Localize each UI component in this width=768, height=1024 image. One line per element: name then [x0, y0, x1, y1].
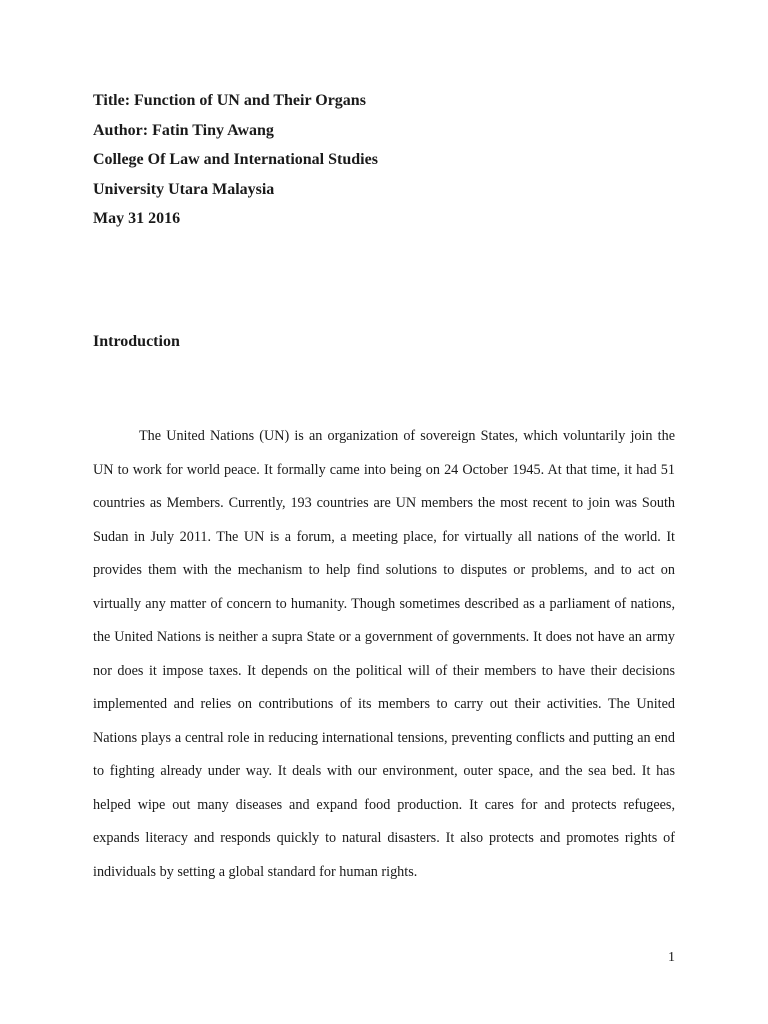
document-university: University Utara Malaysia	[93, 180, 275, 198]
page-number: 1	[668, 950, 675, 965]
document-title: Title: Function of UN and Their Organs	[93, 92, 366, 109]
document-college: College Of Law and International Studies	[93, 151, 378, 168]
title-block	[93, 86, 693, 234]
section-heading-introduction: Introduction	[93, 333, 180, 350]
document-date: May 31 2016	[93, 210, 181, 227]
document-author: Author: Fatin Tiny Awang	[93, 121, 274, 139]
introduction-paragraph: The United Nations (UN) is an organization of sovereign States, which voluntarily join the UN to work for world peace. It formally came into being on 24 October 1945. At that time, it had 51 countries as Members. Currently, 193 countries are UN members the most recent to join was South Sudan in July 2011. The UN is a forum, a meeting place, for virtually all nations of the world. It provides them with the mechanism to help find solutions to disputes or problems, and to act on virtually any matter of concern to humanity. Though sometimes described as a parliament of nations, the United Nations is neither a supra State or a government of governments. It does not have an army nor does it impose taxes. It depends on the political will of their members to have their decisions implemented and relies on contributions of its members to carry out their activities. The United Nations plays a central role in reducing international tensions, preventing conflicts and putting an end to fighting already under way. It deals with our environment, outer space, and the sea bed. It has helped wipe out many diseases and expand food production. It cares for and protects refugees, expands literacy and responds quickly to natural disasters. It also protects and promotes rights of individuals by setting a global standard for human rights.	[93, 428, 675, 880]
